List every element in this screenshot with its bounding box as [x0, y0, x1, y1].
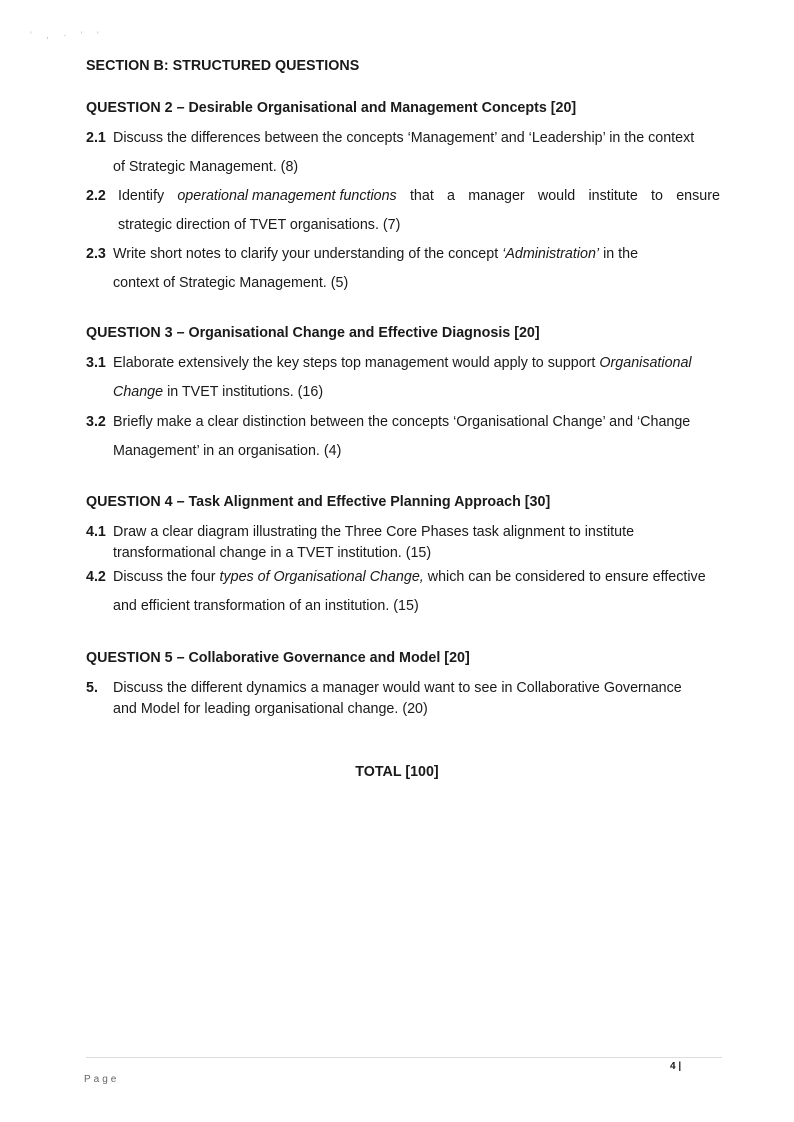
item-text: which can be considered to ensure effective — [427, 569, 706, 585]
question-5-heading: QUESTION 5 – Collaborative Governance and Model [20] — [86, 650, 470, 666]
item-word: manager — [468, 188, 525, 204]
total-marks: TOTAL [100] — [355, 764, 439, 780]
item-word: a — [447, 188, 455, 204]
item-line-2: and Model for leading organisational change. (20) — [113, 701, 428, 717]
item-line-2: of Strategic Management. (8) — [113, 159, 299, 175]
question-3-2 — [86, 414, 722, 464]
item-number: 2.1 — [86, 130, 106, 146]
item-line-1: Discuss the differences between the concepts ‘Management’ and ‘Leadership’ in the context — [113, 130, 695, 146]
item-line-2: and efficient transformation of an institution. (15) — [113, 598, 419, 614]
question-5 — [86, 680, 722, 720]
item-line-2: Management’ in an organisation. (4) — [113, 443, 342, 459]
item-line-1: Briefly make a clear distinction between the concepts ‘Organisational Change’ and ‘Change — [113, 414, 691, 430]
item-line-1: Draw a clear diagram illustrating the Three Core Phases task alignment to institute — [113, 524, 635, 540]
item-word: would — [537, 188, 576, 204]
item-number: 4.1 — [86, 524, 106, 540]
question-3-heading: QUESTION 3 – Organisational Change and Effective Diagnosis [20] — [86, 325, 540, 341]
item-number: 5. — [86, 680, 98, 696]
item-word: ensure — [676, 188, 720, 204]
question-2-3 — [86, 246, 722, 296]
item-text: Discuss the four — [113, 569, 216, 585]
page-label: Page — [84, 1074, 120, 1085]
item-word: to — [651, 188, 663, 204]
item-number: 4.2 — [86, 569, 106, 585]
question-4-1 — [86, 524, 722, 564]
section-title: SECTION B: STRUCTURED QUESTIONS — [86, 58, 360, 74]
item-line-1: Discuss the different dynamics a manager would want to see in Collaborative Governance — [113, 680, 682, 696]
item-number: 2.3 — [86, 246, 106, 262]
question-2-heading: QUESTION 2 – Desirable Organisational and Management Concepts [20] — [86, 100, 577, 116]
page-number: 4 | — [670, 1061, 682, 1072]
item-line-1 — [118, 188, 720, 204]
item-emphasis: types of Organisational Change, — [219, 569, 424, 585]
question-2-2 — [86, 188, 722, 238]
item-number: 3.2 — [86, 414, 106, 430]
item-number: 3.1 — [86, 355, 106, 371]
item-line-1 — [113, 246, 638, 262]
item-line-2 — [113, 384, 323, 400]
question-3-1 — [86, 355, 722, 405]
item-emphasis: operational management functions — [177, 188, 397, 204]
item-emphasis: Organisational — [599, 355, 692, 371]
item-word: that — [409, 188, 434, 204]
question-4-heading: QUESTION 4 – Task Alignment and Effective Planning Approach [30] — [86, 494, 551, 510]
item-text: Write short notes to clarify your understanding of the concept — [113, 246, 499, 262]
question-2-1 — [86, 130, 722, 180]
item-line-2: context of Strategic Management. (5) — [113, 275, 349, 291]
question-4-2 — [86, 569, 722, 619]
item-text: Elaborate extensively the key steps top management would apply to support — [113, 355, 596, 371]
footer-divider — [86, 1057, 722, 1058]
item-word: institute — [588, 188, 638, 204]
item-text: Identify — [118, 188, 165, 204]
item-emphasis: ‘Administration’ — [502, 246, 600, 262]
item-text: in the — [603, 246, 639, 262]
item-line-1 — [113, 355, 692, 371]
item-emphasis: Change — [113, 384, 164, 400]
item-line-2: transformational change in a TVET institution. (15) — [113, 545, 432, 561]
item-line-2: strategic direction of TVET organisations. (7) — [118, 217, 401, 233]
item-text: in TVET institutions. (16) — [167, 384, 324, 400]
item-number: 2.2 — [86, 188, 106, 204]
item-line-1 — [113, 569, 706, 585]
scan-artifact-marks: ' , · ' ' — [30, 30, 105, 40]
